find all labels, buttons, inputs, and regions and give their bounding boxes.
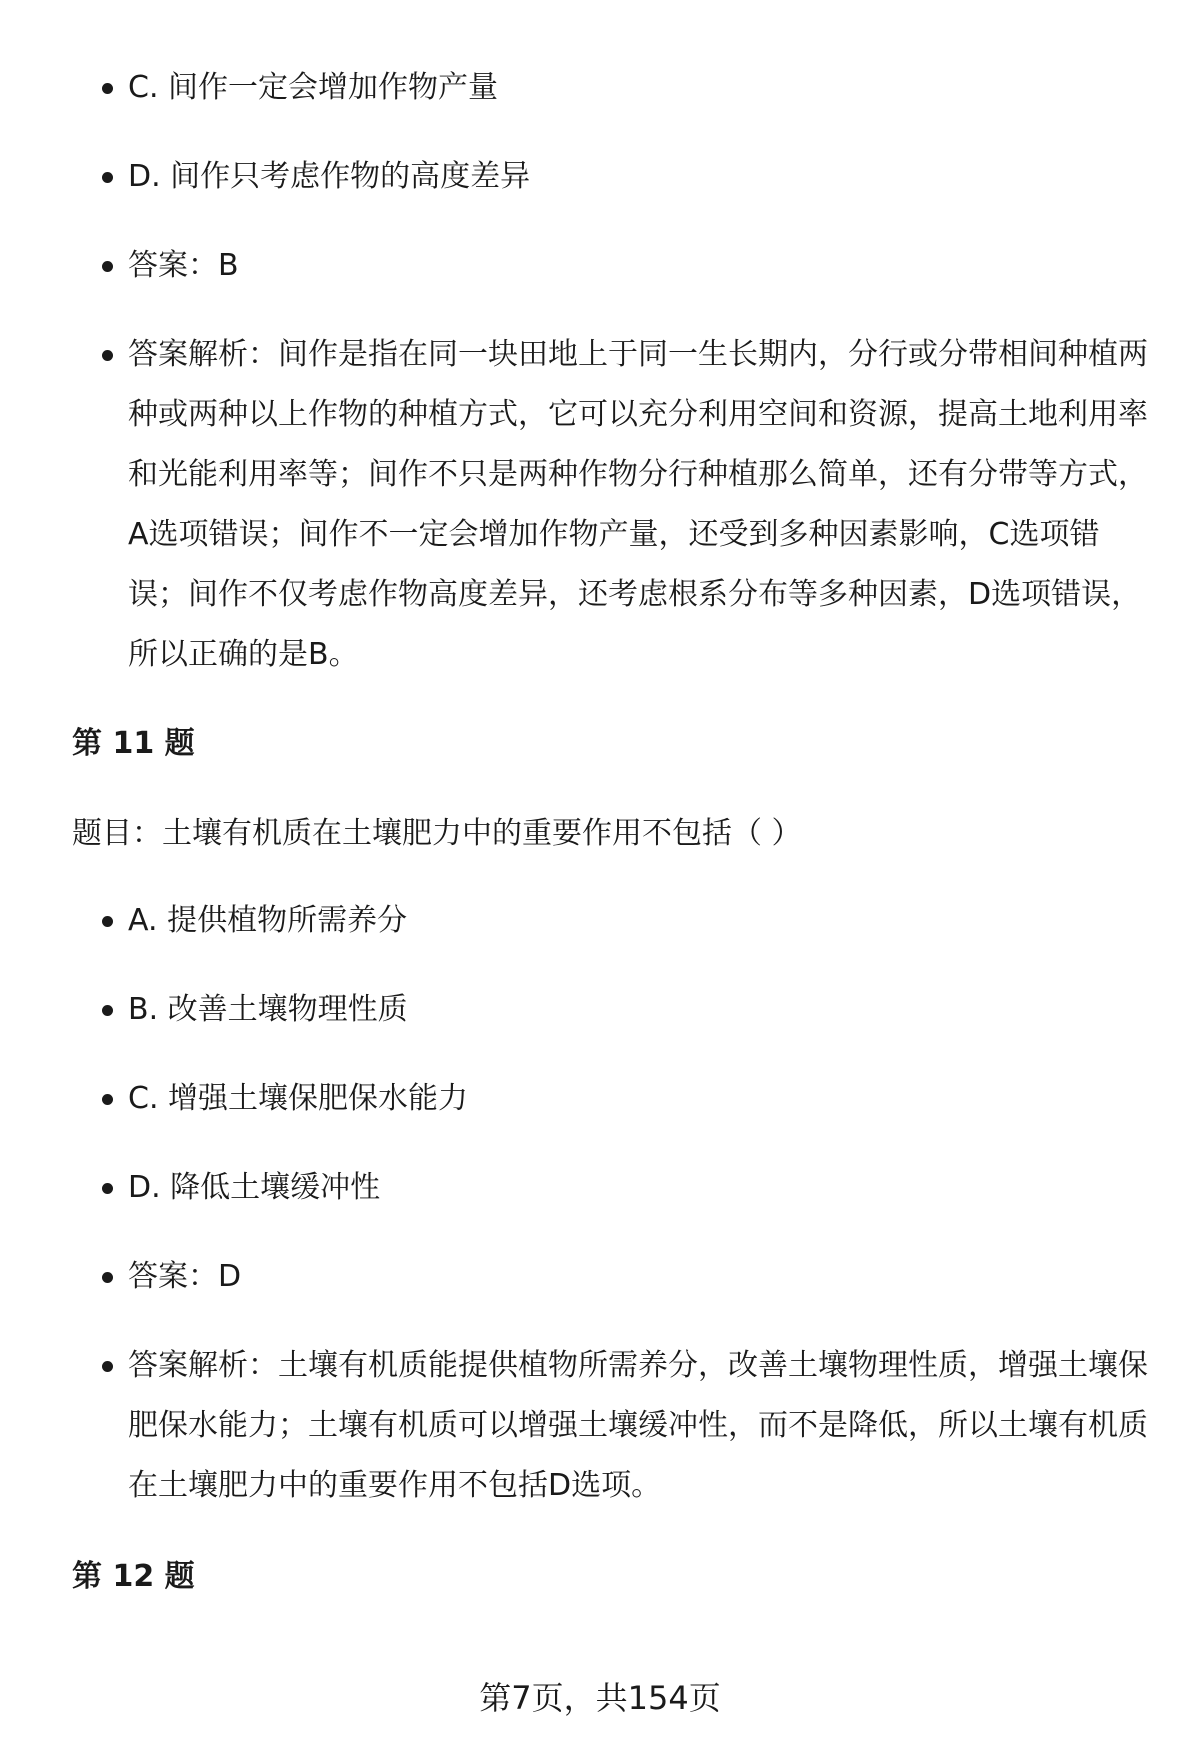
- q11-answer: [128, 1247, 1158, 1307]
- q11-option-b: [128, 980, 1158, 1040]
- bullet-icon: [102, 1272, 113, 1283]
- q11-heading: 第 11 题: [72, 726, 195, 761]
- bullet-icon: [102, 83, 113, 94]
- q11-option-c: [128, 1069, 1158, 1129]
- q10-answer: [128, 236, 1158, 296]
- q11-explanation-text: 答案解析：土壤有机质能提供植物所需养分，改善土壤物理性质，增强土壤保肥保水能力；土壤有机质可以增强土壤缓冲性，而不是降低，所以土壤有机质在土壤肥力中的重要作用不包括D选项。: [128, 1348, 1148, 1503]
- q12-heading: 第 12 题: [72, 1559, 195, 1594]
- bullet-icon: [102, 261, 113, 272]
- q11-option-b-text: B. 改善土壤物理性质: [128, 992, 408, 1027]
- bullet-icon: [102, 172, 113, 183]
- bullet-icon: [102, 1361, 113, 1372]
- q11-answer-text: 答案：D: [128, 1259, 242, 1294]
- q10-option-d: [128, 147, 1158, 207]
- q10-explanation-text: 答案解析：间作是指在同一块田地上于同一生长期内，分行或分带相间种植两种或两种以上作物的种植方式，它可以充分利用空间和资源，提高土地利用率和光能利用率等；间作不只是两种作物分行种植那么简单，还有分带等方式，A选项错误；间作不一定会增加作物产量，还受到多种因素影响，C选项错误；间作不仅考虑作物高度差异，还考虑根系分布等多种因素，D选项错误，所以正确的是B。: [128, 337, 1148, 672]
- q11-question: 题目：土壤有机质在土壤肥力中的重要作用不包括（ ）: [72, 816, 802, 851]
- q11-option-d: [128, 1158, 1158, 1218]
- bullet-icon: [102, 350, 113, 361]
- q10-option-c: [128, 58, 1158, 118]
- q11-option-a-text: A. 提供植物所需养分: [128, 903, 408, 938]
- q11-option-c-text: C. 增强土壤保肥保水能力: [128, 1081, 469, 1116]
- page-number-footer: 第7页，共154页: [479, 1679, 721, 1717]
- q11-option-d-text: D. 降低土壤缓冲性: [128, 1170, 381, 1205]
- q10-option-c-text: C. 间作一定会增加作物产量: [128, 70, 499, 105]
- q10-answer-text: 答案：B: [128, 248, 239, 283]
- q11-option-a: [128, 891, 1158, 951]
- q11-explanation: [128, 1336, 1158, 1516]
- bullet-icon: [102, 916, 113, 927]
- bullet-icon: [102, 1005, 113, 1016]
- bullet-icon: [102, 1183, 113, 1194]
- bullet-icon: [102, 1094, 113, 1105]
- q10-option-d-text: D. 间作只考虑作物的高度差异: [128, 159, 531, 194]
- q10-explanation: [128, 325, 1158, 685]
